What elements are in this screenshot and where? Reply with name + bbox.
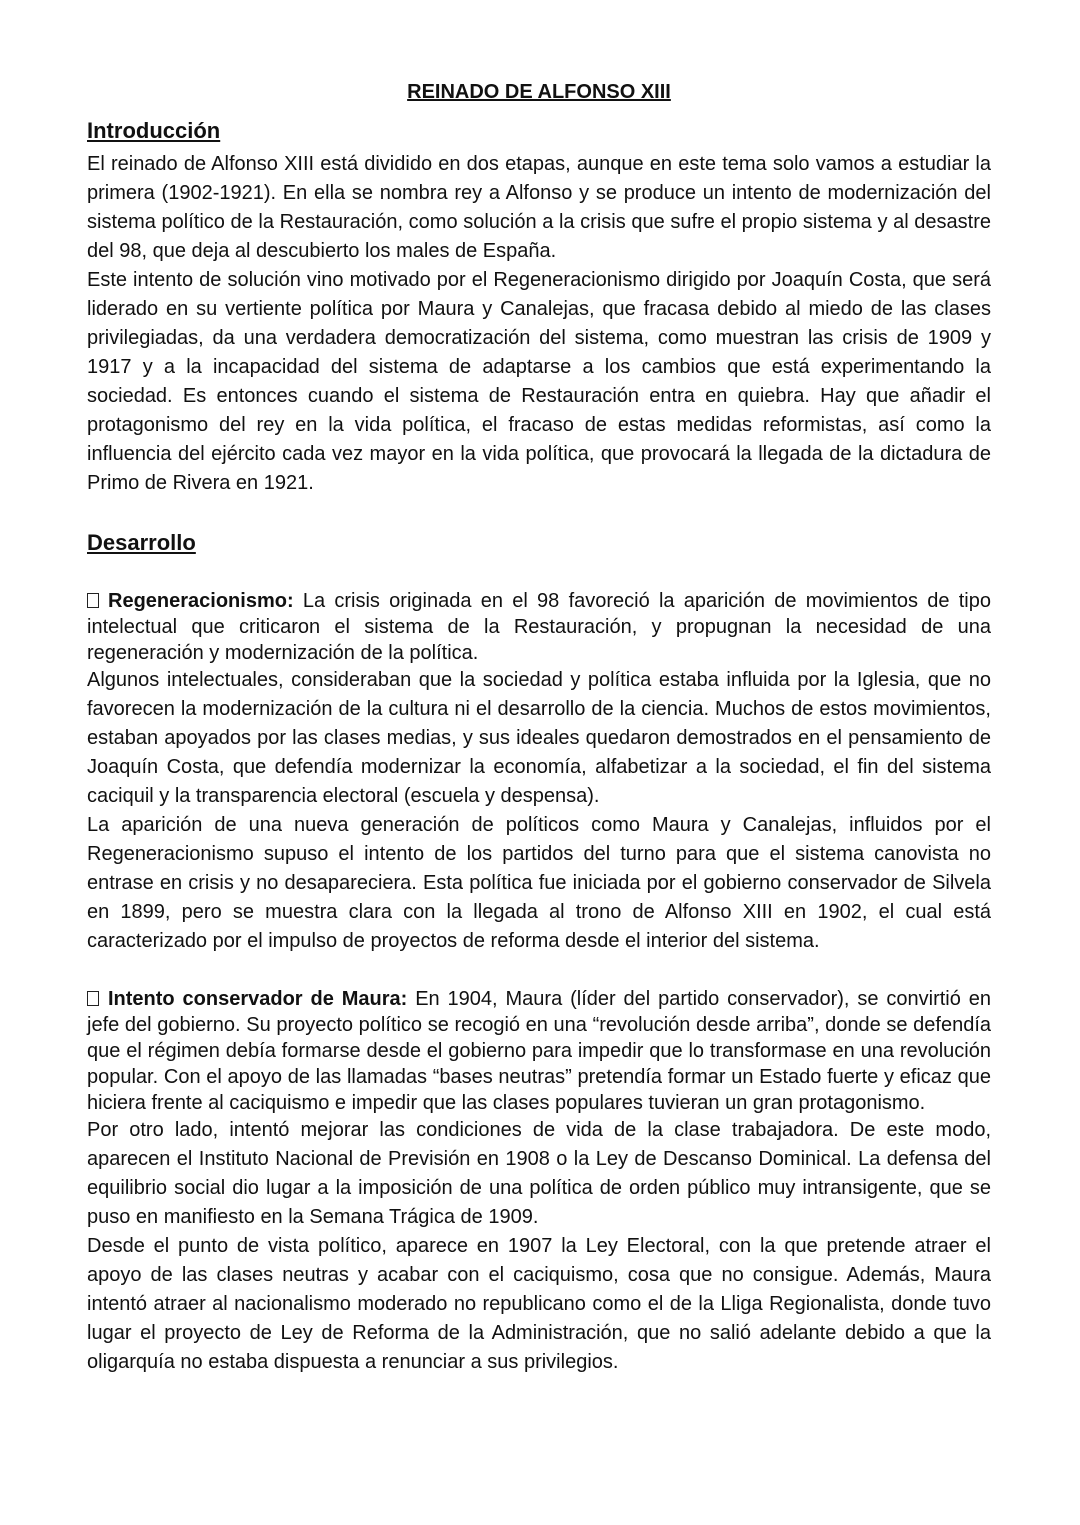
regeneracionismo-paragraph: [87, 588, 991, 666]
maura-paragraph-2: Por otro lado, intentó mejorar las condiciones de vida de la clase trabajadora. De este modo, aparecen el Instituto Nacional de Previsión en 1908 o la Ley de Descanso Dominical. La defensa del equilibrio social dio lugar a la imposición de una política de orden público muy intransigente, que se puso en manifiesto en la Semana Trágica de 1909.: [87, 1119, 991, 1228]
bullet-box-icon: [87, 991, 99, 1006]
regeneracionismo-label: Regeneracionismo:: [108, 590, 294, 612]
bullet-box-icon: [87, 593, 99, 608]
intro-heading: Introducción: [87, 118, 221, 143]
document-title: REINADO DE ALFONSO XIII: [407, 81, 671, 103]
maura-paragraph-3: Desde el punto de vista político, aparece en 1907 la Ley Electoral, con la que pretende atraer el apoyo de las clases neutras y acabar con el caciquismo, cosa que no consigue. Además, Maura intentó atraer al nacionalismo moderado no republicano como el de la Lliga Regionalista, donde tuvo lugar el proyecto de Ley de Reforma de la Administración, que no salió adelante debido a que la oligarquía no estaba dispuesta a renunciar a sus privilegios.: [87, 1235, 991, 1373]
intro-paragraph-1: El reinado de Alfonso XIII está dividido en dos etapas, aunque en este tema solo vamos a estudiar la primera (1902-1921). En ella se nombra rey a Alfonso y se produce un intento de modernización del sistema político de la Restauración, como solución a la crisis que sufre el propio sistema y al desastre del 98, que deja al descubierto los males de España.: [87, 153, 991, 262]
desarrollo-heading: Desarrollo: [87, 530, 196, 555]
maura-label: Intento conservador de Maura:: [108, 988, 408, 1010]
regeneracionismo-paragraph-3: La aparición de una nueva generación de políticos como Maura y Canalejas, influidos por el Regeneracionismo supuso el intento de los partidos del turno para que el sistema canovista no entrase en crisis y no desapareciera. Esta política fue iniciada por el gobierno conservador de Silvela en 1899, pero se muestra clara con la llegada al trono de Alfonso XIII en 1902, el cual está caracterizado por el impulso de proyectos de reforma desde el interior del sistema.: [87, 814, 991, 952]
regeneracionismo-paragraph-2: Algunos intelectuales, consideraban que la sociedad y política estaba influida por la Iglesia, que no favorecen la modernización de la cultura ni el desarrollo de la ciencia. Muchos de estos movimientos, estaban apoyados por las clases medias, y sus ideales quedaron demostrados en el pensamiento de Joaquín Costa, que defendía modernizar la economía, alfabetizar a la sociedad, el fin del sistema caciquil y la transparencia electoral (escuela y despensa).: [87, 669, 991, 807]
intro-paragraph-2: Este intento de solución vino motivado por el Regeneracionismo dirigido por Joaquín Costa, que será liderado en su vertiente política por Maura y Canalejas, que fracasa debido al miedo de las clases privilegiadas, da una verdadera democratización del sistema, como muestran las crisis de 1909 y 1917 y a la incapacidad del sistema de adaptarse a los cambios que está experimentando la sociedad. Es entonces cuando el sistema de Restauración entra en quiebra. Hay que añadir el protagonismo del rey en la vida política, el fracaso de estas medidas reformistas, así como la influencia del ejército cada vez mayor en la vida política, que provocará la llegada de la dictadura de Primo de Rivera en 1921.: [87, 269, 991, 494]
maura-text: En 1904, Maura (líder del partido conservador), se convirtió en jefe del gobierno. Su proyecto político se recogió en una “revolución desde arriba”, donde se defendía que el régimen debía formarse desde el gobierno para impedir que lo transformase en una revolución popular. Con el apoyo de las llamadas “bases neutras” pretendía formar un Estado fuerte y eficaz que hiciera frente al caciquismo e impedir que las clases populares tuvieran un gran protagonismo.: [87, 988, 991, 1114]
regeneracionismo-text: La crisis originada en el 98 favoreció la aparición de movimientos de tipo intelectual que criticaron el sistema de la Restauración, y propugnan la necesidad de una regeneración y modernización de la política.: [87, 590, 991, 664]
document-page: [87, 78, 991, 1377]
maura-paragraph: [87, 986, 991, 1116]
